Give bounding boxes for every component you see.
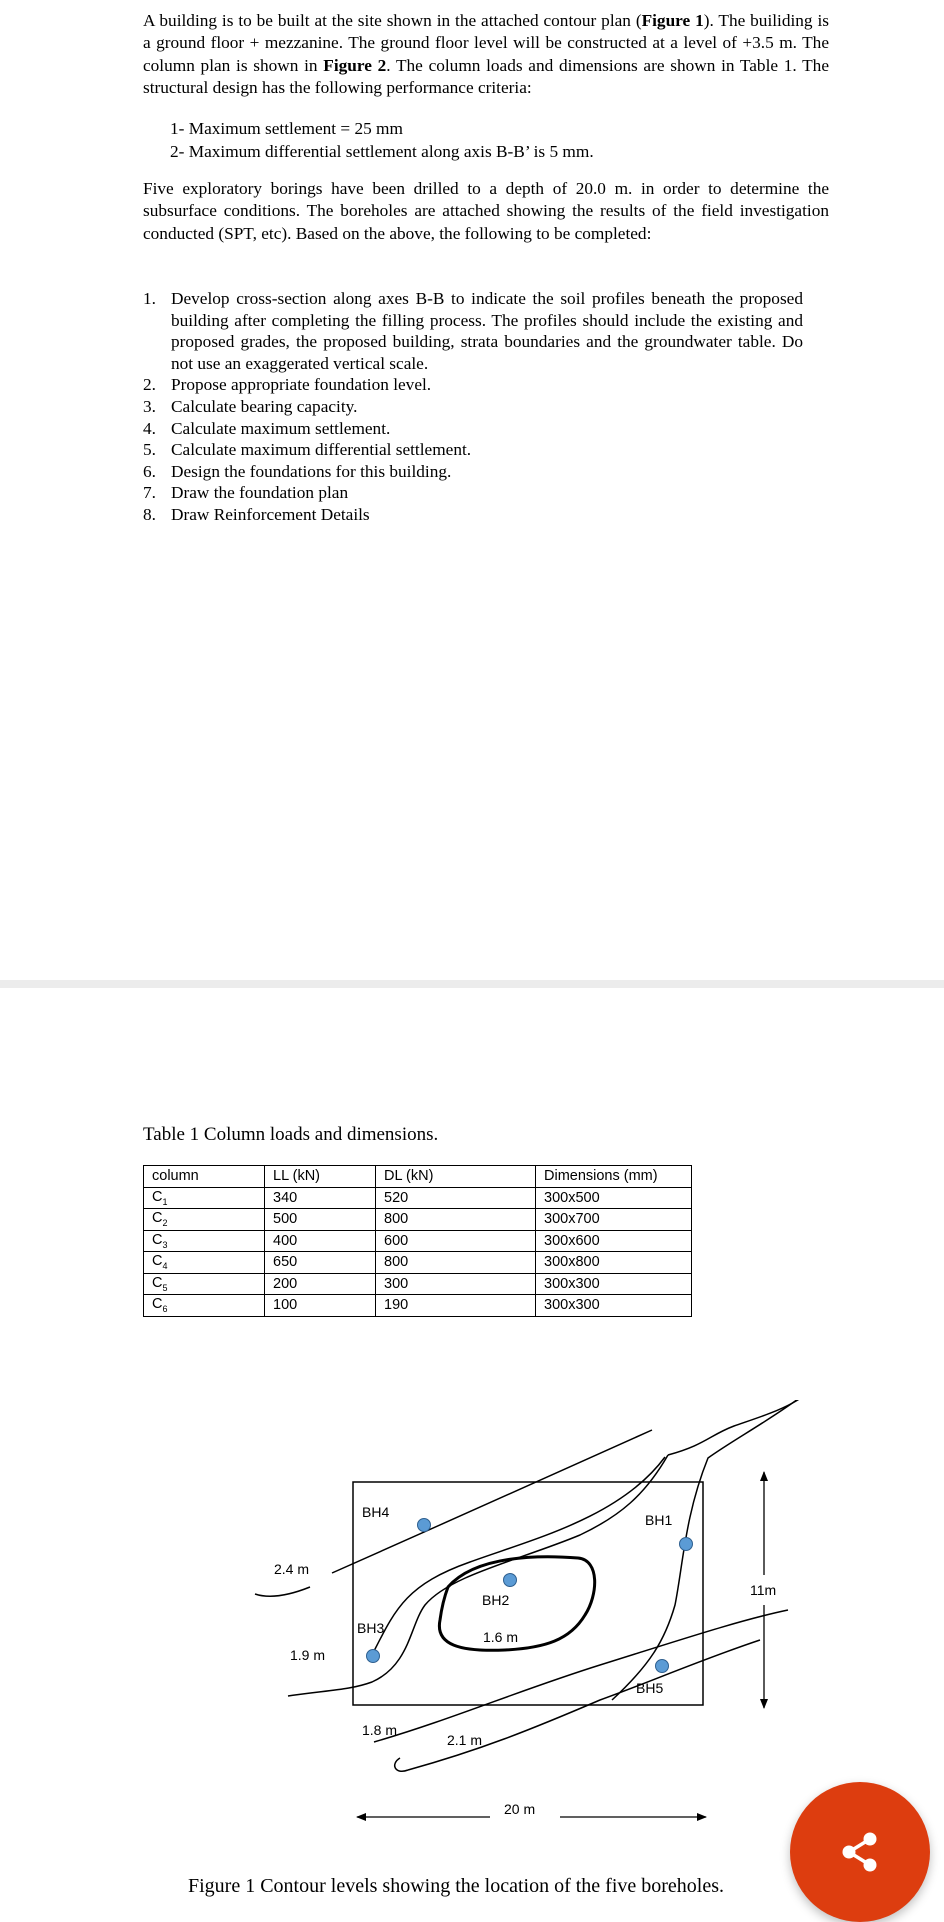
cell-dl: 600 [376, 1230, 536, 1252]
task-text: Design the foundations for this building. [171, 461, 452, 481]
cell-ll: 340 [265, 1187, 376, 1209]
task-item [143, 396, 803, 418]
contour-line-1.8-hook [395, 1758, 408, 1771]
cell-dim: 300x500 [536, 1187, 692, 1209]
cell-ll: 500 [265, 1209, 376, 1231]
label-contour-2.1: 2.1 m [447, 1732, 483, 1748]
task-item [143, 482, 803, 504]
cell-ll: 100 [265, 1295, 376, 1317]
contour-plan-figure [0, 1400, 944, 1840]
figure1-reference: Figure 1 [641, 11, 704, 30]
page-separator [0, 980, 944, 988]
cell-column: $C_6$ [144, 1295, 265, 1317]
task-item [143, 418, 803, 440]
borehole-marker-bh2 [504, 1574, 517, 1587]
intro-text-c: . The column loads and dimensions are shown in Table 1. The structural design has the following performance criteria: [143, 55, 829, 97]
task-text: Calculate maximum differential settlement. [171, 440, 472, 460]
label-height-11m: 11m [750, 1582, 777, 1598]
table-row [144, 1209, 692, 1231]
task-number: 7. [143, 483, 156, 503]
figure2-reference: Figure 2 [323, 55, 387, 75]
task-text: Draw Reinforcement Details [171, 504, 370, 524]
task-number: 3. [143, 396, 156, 416]
task-item [143, 461, 803, 483]
task-number: 6. [143, 461, 156, 481]
label-contour-2.4: 2.4 m [274, 1561, 310, 1577]
contour-line-2.4-end [255, 1587, 310, 1596]
task-text: Draw the foundation plan [171, 483, 349, 503]
task-text: Calculate maximum settlement. [171, 418, 391, 438]
cell-ll: 650 [265, 1252, 376, 1274]
table-header-row [144, 1166, 692, 1188]
cell-column: $C_2$ [144, 1209, 265, 1231]
table-row [144, 1252, 692, 1274]
table-row [144, 1273, 692, 1295]
table-row [144, 1230, 692, 1252]
task-list [143, 288, 803, 526]
contour-line-right [668, 1400, 834, 1455]
cell-dl: 190 [376, 1295, 536, 1317]
intro-paragraph [143, 10, 829, 99]
task-number: 2. [143, 375, 156, 395]
task-item [143, 504, 803, 526]
intro-text-b: ). The builiding is a ground floor + mezzanine. The ground floor level will be constructed at a level of +3.5 m. The column plan is shown in [143, 11, 829, 75]
cell-column: $C_4$ [144, 1252, 265, 1274]
contour-line-lower [374, 1610, 788, 1742]
cell-dl: 800 [376, 1209, 536, 1231]
label-width-20m: 20 m [504, 1801, 536, 1817]
figure-caption: Figure 1 Contour levels showing the location of the five boreholes. [188, 1875, 725, 1897]
task-item [143, 439, 803, 461]
share-icon [840, 1832, 880, 1872]
borehole-marker-bh5 [656, 1660, 669, 1673]
table-caption: Table 1 Column loads and dimensions. [143, 1124, 439, 1145]
cell-column: $C_5$ [144, 1273, 265, 1295]
task-item [143, 288, 803, 374]
cell-dim: 300x300 [536, 1273, 692, 1295]
cell-dim: 300x700 [536, 1209, 692, 1231]
label-contour-1.8: 1.8 m [362, 1722, 398, 1738]
contour-line-inner-loop [372, 1457, 665, 1655]
cell-dim: 300x600 [536, 1230, 692, 1252]
header-column: column [144, 1166, 265, 1188]
task-text: Calculate bearing capacity. [171, 396, 358, 416]
table-row [144, 1295, 692, 1317]
borehole-marker-bh3 [367, 1650, 380, 1663]
task-number: 4. [143, 418, 156, 438]
intro-text-a: A building is to be built at the site shown in the attached contour plan ( [143, 11, 642, 30]
cell-dl: 300 [376, 1273, 536, 1295]
cell-dl: 520 [376, 1187, 536, 1209]
borings-paragraph: Five exploratory borings have been drilled to a depth of 20.0 m. in order to determine the subsurface conditions. The boreholes are attached showing the results of the field investigation conducted (SPT, etc). Based on the above, the following to be completed: [143, 179, 829, 243]
label-bh1: BH1 [645, 1512, 673, 1528]
label-contour-1.6: 1.6 m [483, 1629, 519, 1645]
task-number: 5. [143, 440, 156, 460]
label-bh4: BH4 [362, 1504, 390, 1520]
contour-line-outer [288, 1455, 668, 1696]
header-ll: LL (kN) [265, 1166, 376, 1188]
contour-line-right-b [612, 1400, 834, 1700]
task-text: Develop cross-section along axes B-B to indicate the soil profiles beneath the proposed building after completing the filling process. The profiles should include the existing and proposed grades, the proposed building, strata boundaries and the groundwater table. Do not use an exaggerated vertical scale. [171, 289, 803, 373]
borehole-marker-bh4 [418, 1519, 431, 1532]
task-text: Propose appropriate foundation level. [171, 375, 432, 395]
label-contour-1.9: 1.9 m [290, 1647, 326, 1663]
task-number: 8. [143, 504, 156, 524]
column-loads-table [143, 1165, 692, 1317]
cell-dl: 800 [376, 1252, 536, 1274]
header-dl: DL (kN) [376, 1166, 536, 1188]
share-button[interactable] [790, 1782, 930, 1922]
header-dimensions: Dimensions (mm) [536, 1166, 692, 1188]
task-number: 1. [143, 289, 156, 308]
table-row [144, 1187, 692, 1209]
label-bh5: BH5 [636, 1680, 664, 1696]
cell-column: $C_1$ [144, 1187, 265, 1209]
criterion-1: 1- Maximum settlement = 25 mm [170, 119, 403, 138]
label-bh2: BH2 [482, 1592, 510, 1608]
cell-dim: 300x800 [536, 1252, 692, 1274]
contour-line-2.4 [332, 1430, 652, 1573]
label-bh3: BH3 [357, 1620, 385, 1636]
task-item [143, 374, 803, 396]
borehole-marker-bh1 [680, 1538, 693, 1551]
cell-ll: 200 [265, 1273, 376, 1295]
cell-ll: 400 [265, 1230, 376, 1252]
criterion-2: 2- Maximum differential settlement along axis B-B’ is 5 mm. [170, 142, 594, 161]
cell-dim: 300x300 [536, 1295, 692, 1317]
cell-column: $C_3$ [144, 1230, 265, 1252]
